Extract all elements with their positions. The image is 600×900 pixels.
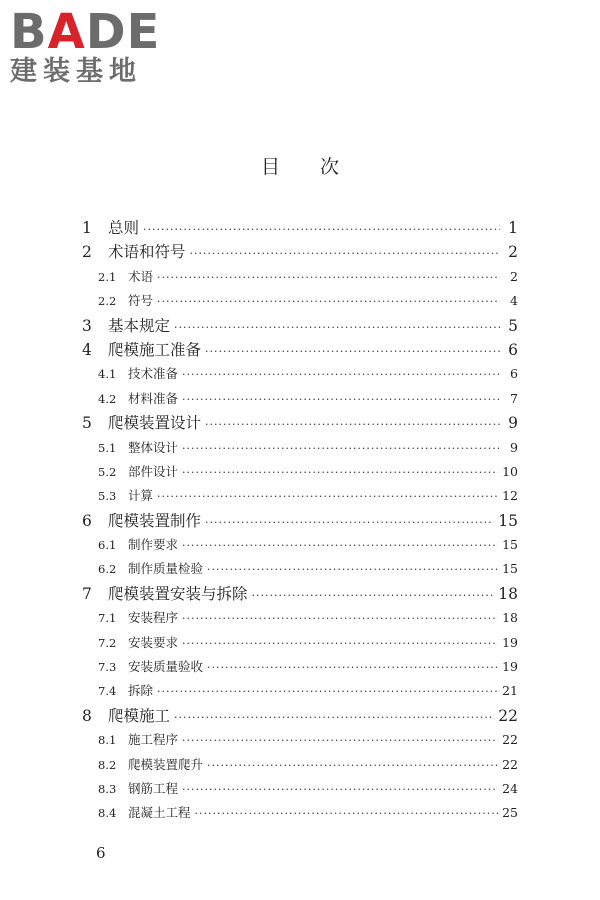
toc-entry[interactable] bbox=[82, 460, 518, 484]
toc-number: 8 bbox=[82, 706, 92, 725]
toc-page: 22 bbox=[498, 706, 518, 725]
toc-label: 爬模装置安装与拆除 bbox=[108, 584, 248, 603]
table-of-contents bbox=[82, 216, 518, 826]
toc-number: 6.1 bbox=[98, 538, 117, 553]
toc-leader bbox=[207, 558, 498, 582]
toc-page: 2 bbox=[510, 268, 518, 284]
toc-entry[interactable] bbox=[82, 216, 518, 240]
toc-leader bbox=[157, 485, 498, 509]
toc-number: 5 bbox=[82, 414, 92, 433]
toc-number: 4.1 bbox=[98, 367, 117, 382]
toc-entry[interactable] bbox=[82, 265, 518, 289]
toc-leader bbox=[190, 242, 500, 266]
toc-entry[interactable] bbox=[82, 387, 518, 411]
toc-label: 计算 bbox=[128, 488, 154, 504]
toc-leader bbox=[174, 316, 500, 340]
toc-number: 5.1 bbox=[98, 440, 117, 455]
toc-label: 施工程序 bbox=[128, 732, 179, 748]
toc-label: 爬模施工 bbox=[108, 706, 171, 725]
toc-page: 15 bbox=[502, 537, 518, 553]
page-title: 目次 bbox=[260, 156, 379, 178]
toc-leader bbox=[143, 218, 500, 242]
toc-leader bbox=[182, 437, 500, 461]
toc-label: 爬模施工准备 bbox=[108, 340, 202, 359]
toc-page: 22 bbox=[502, 756, 518, 772]
toc-number: 2.1 bbox=[98, 269, 117, 284]
toc-leader bbox=[205, 511, 494, 535]
toc-label: 技术准备 bbox=[128, 366, 179, 382]
toc-label: 基本规定 bbox=[108, 316, 171, 335]
toc-label: 安装质量验收 bbox=[128, 659, 204, 675]
toc-leader bbox=[182, 632, 498, 656]
toc-entry[interactable] bbox=[82, 314, 518, 338]
toc-label: 爬模装置设计 bbox=[108, 414, 202, 433]
toc-page: 5 bbox=[508, 316, 518, 335]
toc-label: 混凝土工程 bbox=[128, 805, 191, 821]
toc-number: 8.3 bbox=[98, 781, 117, 796]
toc-leader bbox=[182, 778, 498, 802]
toc-page: 19 bbox=[502, 634, 518, 650]
toc-leader bbox=[182, 534, 498, 558]
toc-entry[interactable] bbox=[82, 411, 518, 435]
toc-entry[interactable] bbox=[82, 289, 518, 313]
logo-wordmark: BADE bbox=[10, 4, 161, 60]
toc-page: 15 bbox=[498, 511, 518, 530]
toc-page: 19 bbox=[502, 659, 518, 675]
page-number: 6 bbox=[96, 844, 106, 862]
toc-leader bbox=[252, 584, 495, 608]
toc-leader bbox=[174, 706, 494, 730]
toc-entry[interactable] bbox=[82, 679, 518, 703]
toc-number: 7.4 bbox=[98, 684, 117, 699]
toc-entry[interactable] bbox=[82, 436, 518, 460]
toc-leader bbox=[182, 729, 498, 753]
toc-page: 24 bbox=[502, 780, 518, 796]
toc-number: 2 bbox=[82, 243, 92, 262]
toc-page: 6 bbox=[508, 340, 518, 359]
toc-number: 8.2 bbox=[98, 757, 117, 772]
toc-page: 10 bbox=[502, 463, 518, 479]
toc-number: 3 bbox=[82, 316, 92, 335]
toc-entry[interactable] bbox=[82, 509, 518, 533]
toc-page: 25 bbox=[502, 805, 518, 821]
toc-label: 整体设计 bbox=[128, 439, 179, 455]
toc-entry[interactable] bbox=[82, 801, 518, 825]
toc-label: 符号 bbox=[128, 293, 154, 309]
toc-number: 1 bbox=[82, 219, 92, 237]
toc-number: 2.2 bbox=[98, 294, 117, 309]
toc-page: 2 bbox=[508, 243, 518, 262]
toc-label: 安装要求 bbox=[128, 634, 179, 650]
toc-number: 6.2 bbox=[98, 562, 117, 577]
toc-leader bbox=[157, 680, 498, 704]
toc-page: 4 bbox=[510, 293, 518, 309]
toc-entry[interactable] bbox=[82, 582, 518, 606]
toc-page: 6 bbox=[510, 366, 518, 382]
toc-entry[interactable] bbox=[82, 704, 518, 728]
toc-number: 7.1 bbox=[98, 611, 117, 626]
toc-number: 8.4 bbox=[98, 806, 117, 821]
toc-leader bbox=[182, 388, 500, 412]
toc-number: 4.2 bbox=[98, 391, 117, 406]
bade-logo bbox=[10, 6, 180, 96]
toc-leader bbox=[182, 607, 498, 631]
toc-label: 总则 bbox=[108, 219, 140, 237]
toc-number: 5.3 bbox=[98, 489, 117, 504]
toc-number: 8.1 bbox=[98, 733, 117, 748]
toc-page: 18 bbox=[498, 584, 518, 603]
toc-entry[interactable] bbox=[82, 753, 518, 777]
toc-number: 5.2 bbox=[98, 464, 117, 479]
toc-leader bbox=[157, 290, 500, 314]
toc-label: 爬模装置制作 bbox=[108, 511, 202, 530]
toc-number: 7 bbox=[82, 584, 92, 603]
toc-entry[interactable] bbox=[82, 484, 518, 508]
toc-page: 22 bbox=[502, 732, 518, 748]
toc-page: 12 bbox=[502, 488, 518, 504]
toc-label: 爬模装置爬升 bbox=[128, 756, 204, 772]
toc-label: 钢筋工程 bbox=[128, 780, 179, 796]
toc-page: 7 bbox=[510, 390, 518, 406]
toc-entry[interactable] bbox=[82, 728, 518, 752]
toc-label: 术语 bbox=[128, 268, 154, 284]
toc-leader bbox=[157, 266, 500, 290]
toc-page: 18 bbox=[502, 610, 518, 626]
logo-subtitle: 建装基地 bbox=[10, 56, 142, 87]
toc-entry[interactable] bbox=[82, 631, 518, 655]
toc-page: 1 bbox=[508, 219, 518, 237]
toc-page: 21 bbox=[502, 683, 518, 699]
toc-number: 6 bbox=[82, 511, 92, 530]
toc-leader bbox=[207, 754, 498, 778]
toc-entry[interactable] bbox=[82, 362, 518, 386]
toc-page: 9 bbox=[510, 439, 518, 455]
toc-label: 制作要求 bbox=[128, 537, 179, 553]
toc-entry[interactable] bbox=[82, 606, 518, 630]
toc-entry[interactable] bbox=[82, 777, 518, 801]
toc-page: 9 bbox=[508, 414, 518, 433]
toc-leader bbox=[205, 340, 500, 364]
toc-leader bbox=[207, 656, 498, 680]
toc-number: 7.3 bbox=[98, 660, 117, 675]
toc-leader bbox=[182, 363, 500, 387]
toc-leader bbox=[182, 461, 498, 485]
toc-label: 术语和符号 bbox=[108, 243, 186, 262]
toc-entry[interactable] bbox=[82, 557, 518, 581]
toc-number: 7.2 bbox=[98, 635, 117, 650]
toc-label: 制作质量检验 bbox=[128, 561, 204, 577]
toc-label: 材料准备 bbox=[128, 390, 179, 406]
toc-label: 部件设计 bbox=[128, 463, 179, 479]
toc-entry[interactable] bbox=[82, 338, 518, 362]
toc-label: 拆除 bbox=[128, 683, 154, 699]
toc-entry[interactable] bbox=[82, 533, 518, 557]
toc-number: 4 bbox=[82, 340, 92, 359]
toc-entry[interactable] bbox=[82, 240, 518, 264]
toc-label: 安装程序 bbox=[128, 610, 179, 626]
toc-entry[interactable] bbox=[82, 655, 518, 679]
toc-leader bbox=[195, 802, 499, 826]
toc-leader bbox=[205, 413, 500, 437]
toc-page: 15 bbox=[502, 561, 518, 577]
